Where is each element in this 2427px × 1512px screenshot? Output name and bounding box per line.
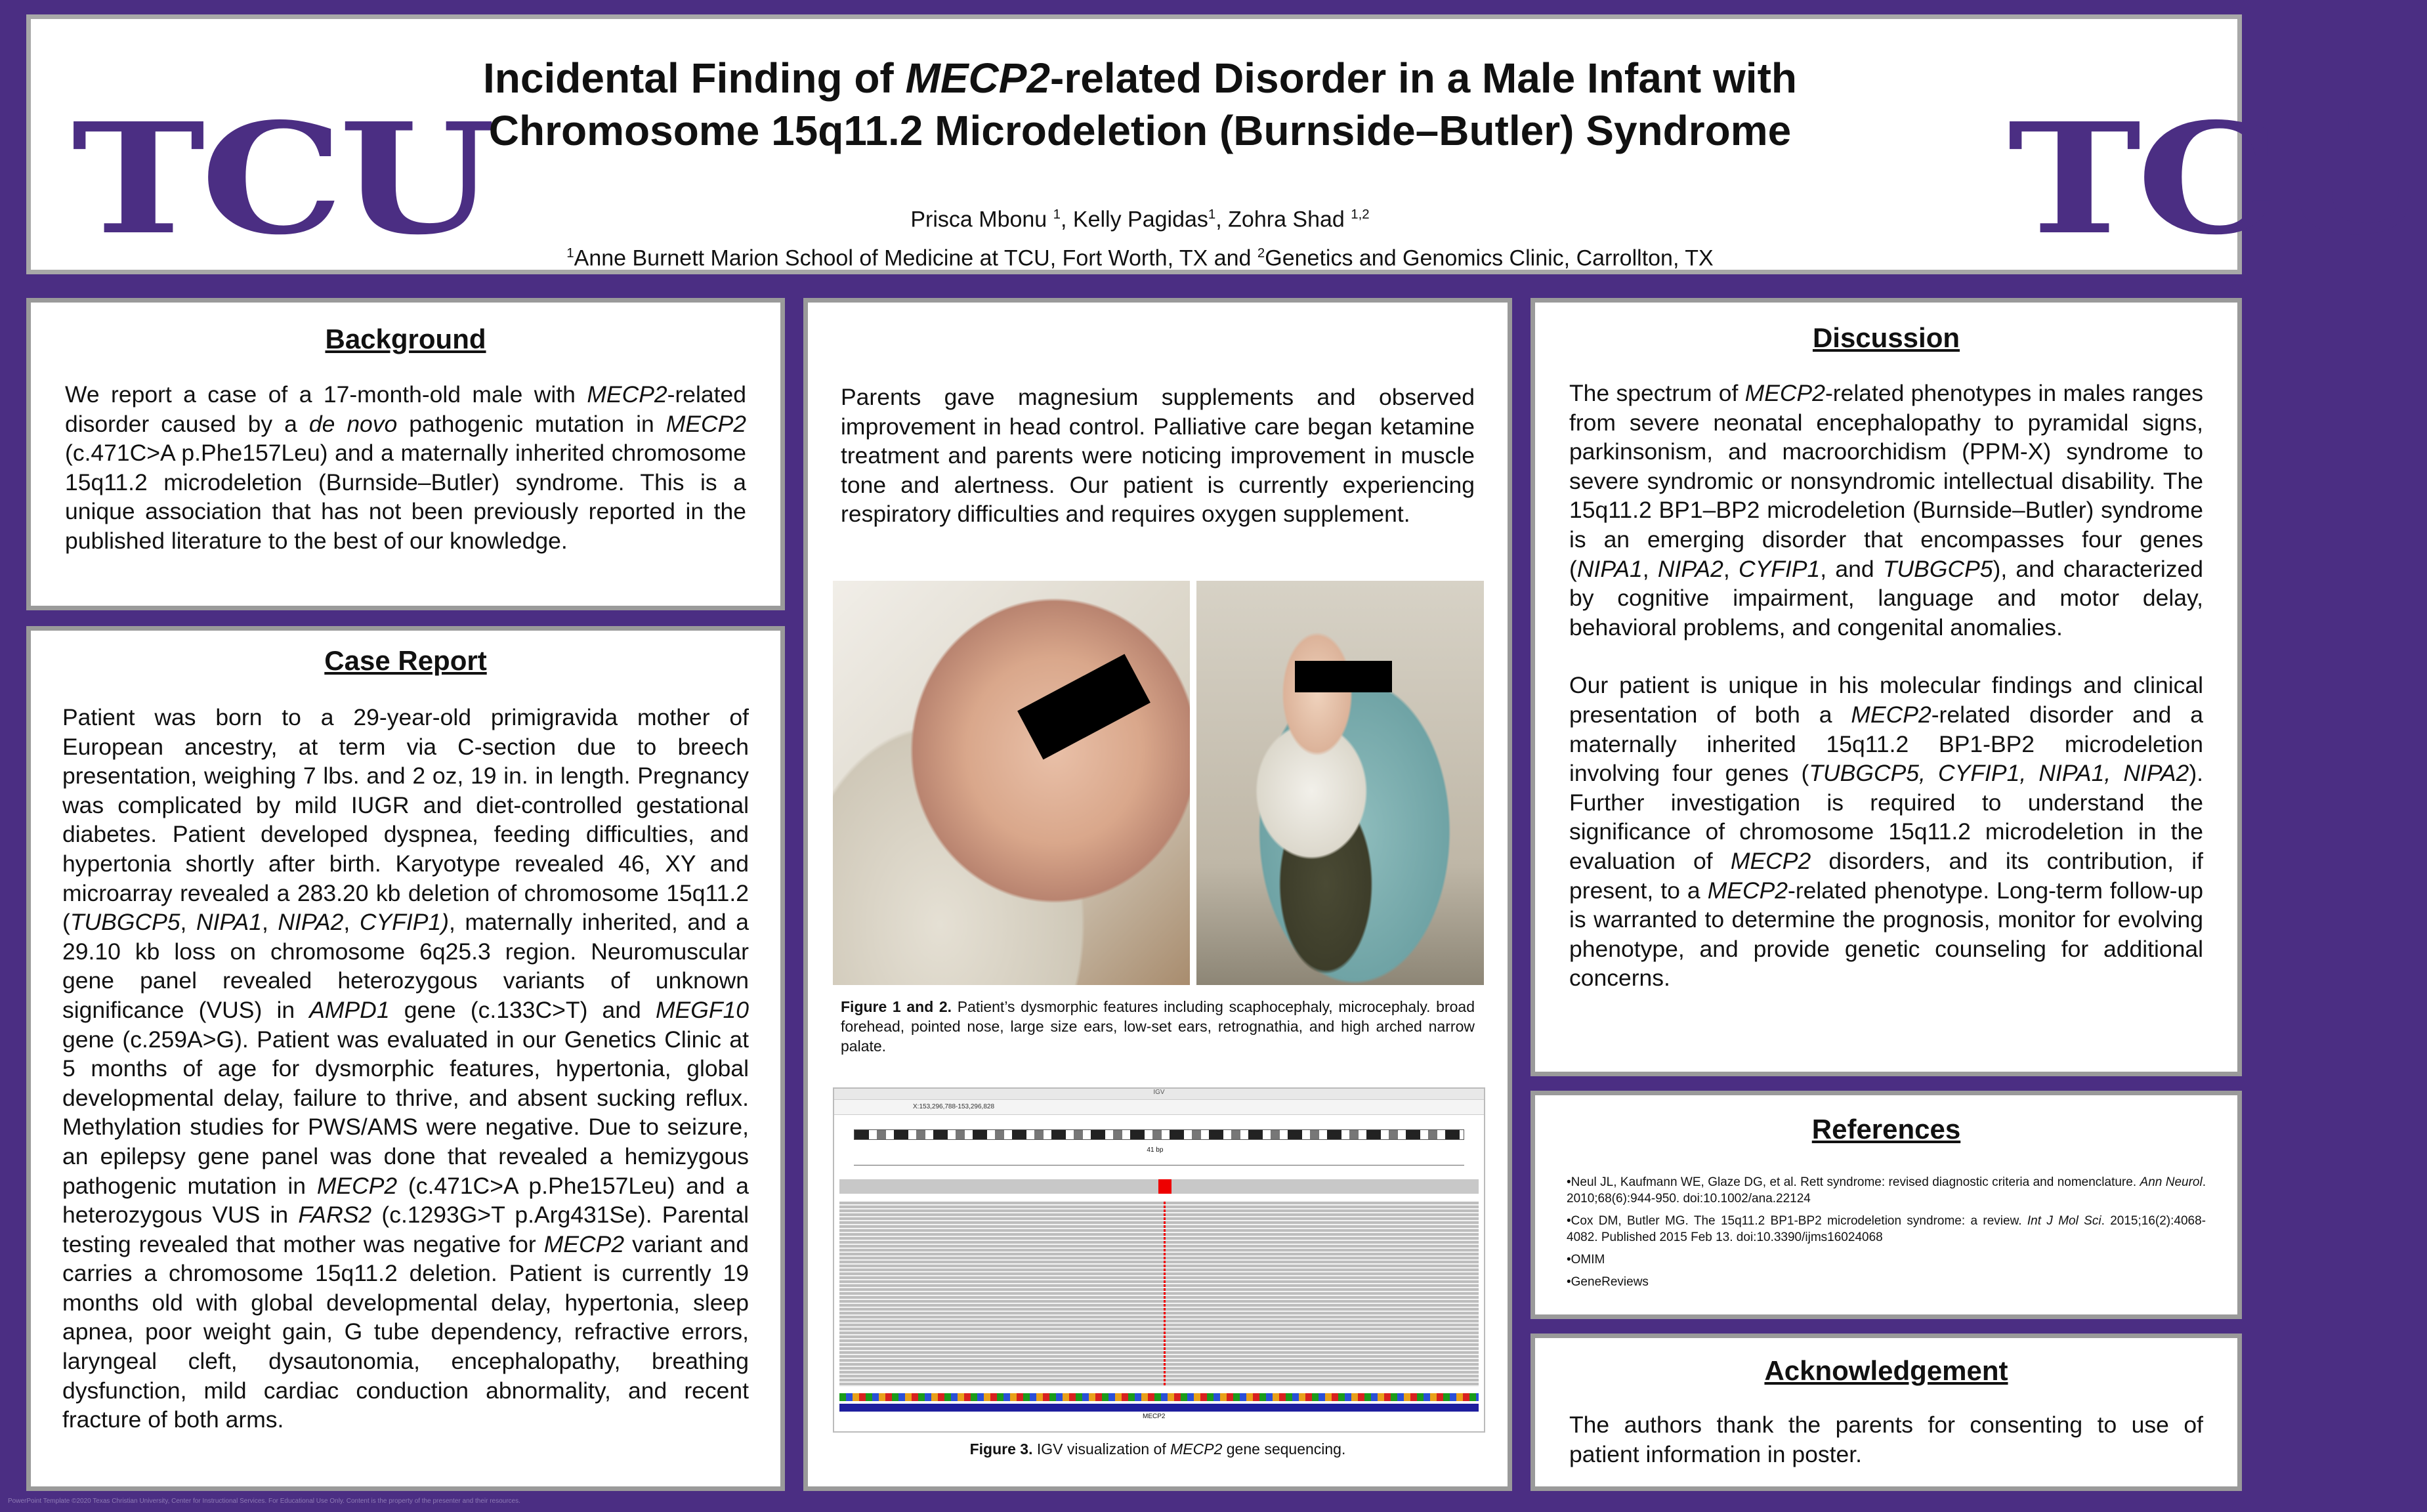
eye-censor-bar: [1295, 661, 1392, 692]
reference-list: [1567, 1174, 2206, 1296]
discussion-paragraph-2: Our patient is unique in his molecular findings and clinical presentation of both a MECP2-related disorder and a maternally inherited 15q11.2 BP1-BP2 microdeletion involving four genes (TUBGCP5, CYFIP1, NIPA1, NIPA2). Further investigation is required to understand the significance of chromosome 15q11.2 microdeletion in the evaluation of MECP2 disorders, and its contribution, if present, to a MECP2-related phenotype. Long-term follow-up is warranted to determine the prognosis, monitor for evolving phenotype, and provide genetic counseling for additional concerns.: [1569, 672, 2204, 992]
figure-3-caption: Figure 3. IGV visualization of MECP2 gene sequencing.: [969, 1440, 1346, 1458]
tcu-logo-left: TCU: [72, 89, 492, 268]
acknowledgement-heading: Acknowledgement: [1764, 1355, 2008, 1386]
background-text: We report a case of a 17-month-old male with MECP2-related disorder caused by a de novo pathogenic mutation in MECP2 (c.471C>A p.Phe157Leu) and a maternally inherited chromosome 15q11.2 microdeletion (Burnside–Butler) syndrome. This is a unique association that has not been previously reported in the published literature to the best of our knowledge.: [65, 381, 747, 554]
reference-item: •OMIM: [1567, 1253, 1605, 1267]
gene-track-label: MECP2: [1143, 1413, 1166, 1420]
discussion-heading: Discussion: [1812, 322, 1960, 353]
author-list: Prisca Mbonu $^1$, Kelly Pagidas$^1$, Zohra Shad $^{1,2}$ $^1$Anne Burnett Marion School of Medicine at TCU, Fort Worth, TX and $^2$Genetics and Genomics Clinic, Carrollton, TX: [566, 207, 1714, 271]
background-section: [26, 298, 785, 610]
igv-toolbar: [834, 1100, 1484, 1115]
patient-photo-seated: [1196, 581, 1484, 985]
patient-photo-profile: [833, 581, 1190, 985]
treatment-and-figures-section: [803, 298, 1512, 1491]
tcu-logo-right: TCU: [2008, 89, 2427, 268]
igv-titlebar: IGV: [834, 1089, 1484, 1100]
case-report-section: [26, 626, 785, 1491]
chromosome-ideogram: [854, 1129, 1464, 1140]
coverage-track: [839, 1179, 1479, 1194]
template-footer: PowerPoint Template ©2020 Texas Christian University, Center for Instructional Services. For Educational Use Only. Content is the property of the presenter and their resources.: [8, 1498, 520, 1505]
case-report-heading: Case Report: [324, 645, 487, 676]
igv-locus: X:153,296,788-153,296,828: [913, 1103, 994, 1110]
reference-item: •Cox DM, Butler MG. The 15q11.2 BP1-BP2 microdeletion syndrome: a review. Int J Mol Sci. 2015;16(2):4068-4082. Published 2015 Feb 13. doi:10.3390/ijms16024068: [1567, 1214, 2206, 1244]
poster-title: Incidental Finding of MECP2-related Disorder in a Male Infant with Chromosome 15q11.2 Microdeletion (Burnside–Butler) Syndrome: [483, 54, 1797, 154]
discussion-text: [1569, 379, 2203, 993]
reference-item: •Neul JL, Kaufmann WE, Glaze DG, et al. Rett syndrome: revised diagnostic criteria and nomenclature. Ann Neurol. 2010;68(6):944-950. doi:10.1002/ana.22124: [1567, 1175, 2206, 1206]
patient-photos: [833, 581, 1484, 985]
igv-ruler: 41 bp: [854, 1154, 1464, 1166]
references-heading: References: [1811, 1114, 1961, 1144]
reference-sequence: [839, 1393, 1479, 1401]
acknowledgement-section: [1530, 1334, 2242, 1491]
figure-1-2-caption: Figure 1 and 2. Patient’s dysmorphic features including scaphocephaly, microcephaly. broad forehead, pointed nose, large size ears, low-set ears, retrognathia, and high arched narrow palate.: [841, 998, 1475, 1055]
variant-column: [1164, 1202, 1166, 1387]
read-alignments: [839, 1202, 1479, 1387]
discussion-section: [1530, 298, 2242, 1076]
discussion-paragraph-1: The spectrum of MECP2-related phenotypes in males ranges from severe neonatal encephalopathy to pyramidal signs, parkinsonism, and macroorchidism (PPM-X) syndrome to severe syndromic or nonsyndromic intellectual disability. The 15q11.2 BP1–BP2 microdeletion (Burnside–Butler) syndrome is an emerging disorder that encompasses four genes (NIPA1, NIPA2, CYFIP1, and TUBGCP5), and characterized by cognitive impairment, language and motor delay, behavioral problems, and congenital anomalies.: [1569, 380, 2204, 640]
acknowledgement-text: The authors thank the parents for consenting to use of patient information in poster.: [1569, 1412, 2203, 1467]
reference-item: •GeneReviews: [1567, 1275, 1649, 1289]
poster-header: [26, 14, 2427, 274]
treatment-text: Parents gave magnesium supplements and observed improvement in head control. Palliative care began ketamine treatment and parents were noticing improvement in muscle tone and alertness. Our patient is currently experiencing respiratory difficulties and requires oxygen supplement.: [841, 384, 1475, 528]
affiliations: Anne Burnett Marion School of Medicine at TCU, Fort Worth, TX and: [574, 245, 1257, 271]
igv-screenshot: [833, 1087, 1485, 1433]
eye-censor-bar: [1017, 654, 1150, 759]
background-heading: Background: [325, 324, 486, 354]
case-report-text: Patient was born to a 29-year-old primigravida mother of European ancestry, at term via C-section due to breech presentation, weighing 7 lbs. and 2 oz, 19 in. in length. Pregnancy was complicated by mild IUGR and diet-controlled gestational diabetes. Patient developed dyspnea, feeding difficulties, and hypertonia shortly after birth. Karyotype revealed 46, XY and microarray revealed a 283.20 kb deletion of chromosome 15q11.2 (TUBGCP5, NIPA1, NIPA2, CYFIP1), maternally inherited, and a 29.10 kb loss on chromosome 6q25.3 region. Neuromuscular gene panel revealed heterozygous variants of unknown significance (VUS) in AMPD1 gene (c.133C>T) and MEGF10 gene (c.259A>G). Patient was evaluated in our Genetics Clinic at 5 months of age for dysmorphic features, hypertonia, global developmental delay, failure to thrive, and absent sucking reflux. Methylation studies for PWS/AMS were negative. Due to seizure, an epilepsy gene panel was done that revealed a hemizygous pathogenic mutation in MECP2 (c.471C>A p.Phe157Leu) and a heterozygous VUS in FARS2 (c.1293G>T p.Arg431Se). Parental testing revealed that mother was negative for MECP2 variant and carries a chromosome 15q11.2 deletion. Patient is currently 19 months old with global developmental delay, hypertonia, sleep apnea, poor weight gain, G tube dependency, refractive errors, laryngeal cleft, dysautonomia, encephalopathy, breathing dysfunction, mild cardiac conduction abnormality, and recent fracture of both arms.: [62, 704, 749, 1433]
references-section: [1530, 1091, 2242, 1319]
variant-coverage-mark: [1158, 1179, 1171, 1194]
gene-track: [839, 1404, 1479, 1412]
